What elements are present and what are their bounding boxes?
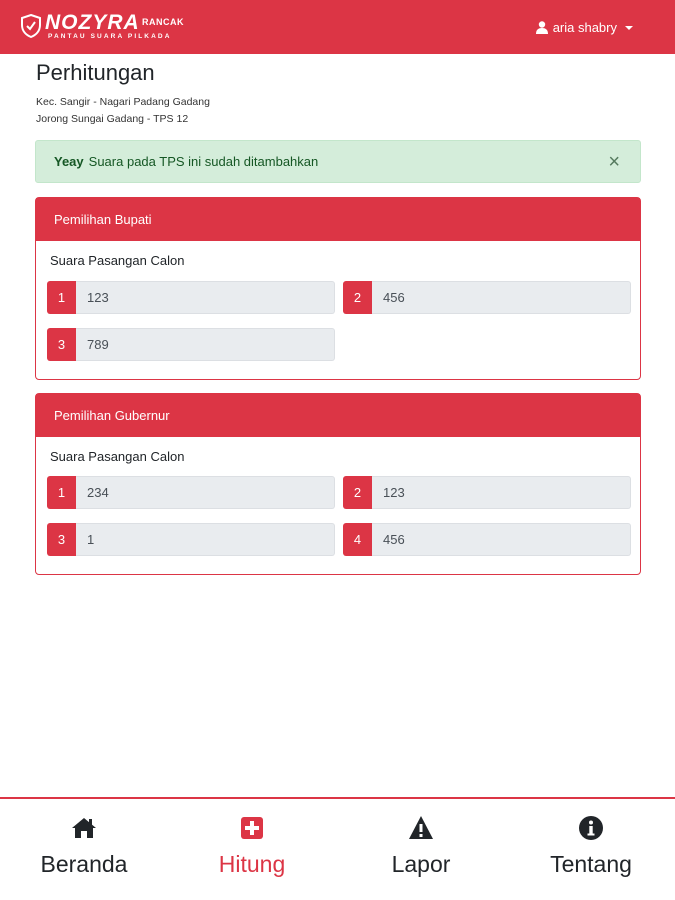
candidate-number: 3 [47,523,76,556]
user-icon [536,21,548,34]
nav-tentang[interactable] [507,799,675,899]
nav-beranda[interactable] [0,799,168,899]
nav-label: Lapor [391,851,451,877]
alert-message: Suara pada TPS ini sudah ditambahkan [88,154,319,169]
page-title: Perhitungan [36,60,155,85]
vote-field-1 [47,476,335,509]
vote-input[interactable]: 456 [372,281,631,314]
candidate-number: 4 [343,523,372,556]
vote-field-4 [343,523,631,556]
card-subtitle: Suara Pasangan Calon [50,449,185,464]
brand-name: NOZYRA [45,11,140,34]
vote-input[interactable]: 123 [76,281,335,314]
card-subtitle: Suara Pasangan Calon [50,253,185,268]
vote-field-2 [343,476,631,509]
nav-label: Beranda [40,851,128,877]
vote-input[interactable]: 456 [372,523,631,556]
alert-strong: Yeay [54,154,84,169]
vote-field-2 [343,281,631,314]
user-name: aria shabry [552,20,617,35]
location-line-1: Kec. Sangir - Nagari Padang Gadang [36,96,210,108]
candidate-number: 1 [47,281,76,314]
top-navbar [0,0,675,54]
home-icon [71,815,97,841]
candidate-number: 3 [47,328,76,361]
nav-label: Hitung [218,851,286,877]
info-icon [578,815,604,841]
close-icon[interactable]: × [608,151,620,173]
location-info [36,94,210,128]
caret-down-icon [625,26,633,30]
card-header: Pemilihan Bupati [36,198,640,241]
vote-input[interactable]: 789 [76,328,335,361]
plus-square-icon [239,815,265,841]
candidate-number: 2 [343,281,372,314]
vote-field-3 [47,328,335,361]
location-line-2: Jorong Sungai Gadang - TPS 12 [36,113,189,125]
brand-sub: RANCAK [142,17,184,27]
nav-hitung[interactable] [168,799,336,899]
vote-field-3 [47,523,335,556]
user-menu[interactable] [536,20,633,35]
candidate-number: 1 [47,476,76,509]
brand-tagline: PANTAU SUARA PILKADA [48,33,172,40]
vote-input[interactable]: 234 [76,476,335,509]
vote-field-1 [47,281,335,314]
bottom-nav [0,797,675,900]
success-alert [35,140,641,183]
card-bupati [35,197,641,380]
card-header: Pemilihan Gubernur [36,394,640,437]
vote-input[interactable]: 123 [372,476,631,509]
candidate-number: 2 [343,476,372,509]
nav-lapor[interactable] [337,799,505,899]
warning-icon [408,815,434,841]
card-gubernur [35,393,641,575]
vote-input[interactable]: 1 [76,523,335,556]
shield-icon [20,14,42,38]
nav-label: Tentang [550,851,632,877]
